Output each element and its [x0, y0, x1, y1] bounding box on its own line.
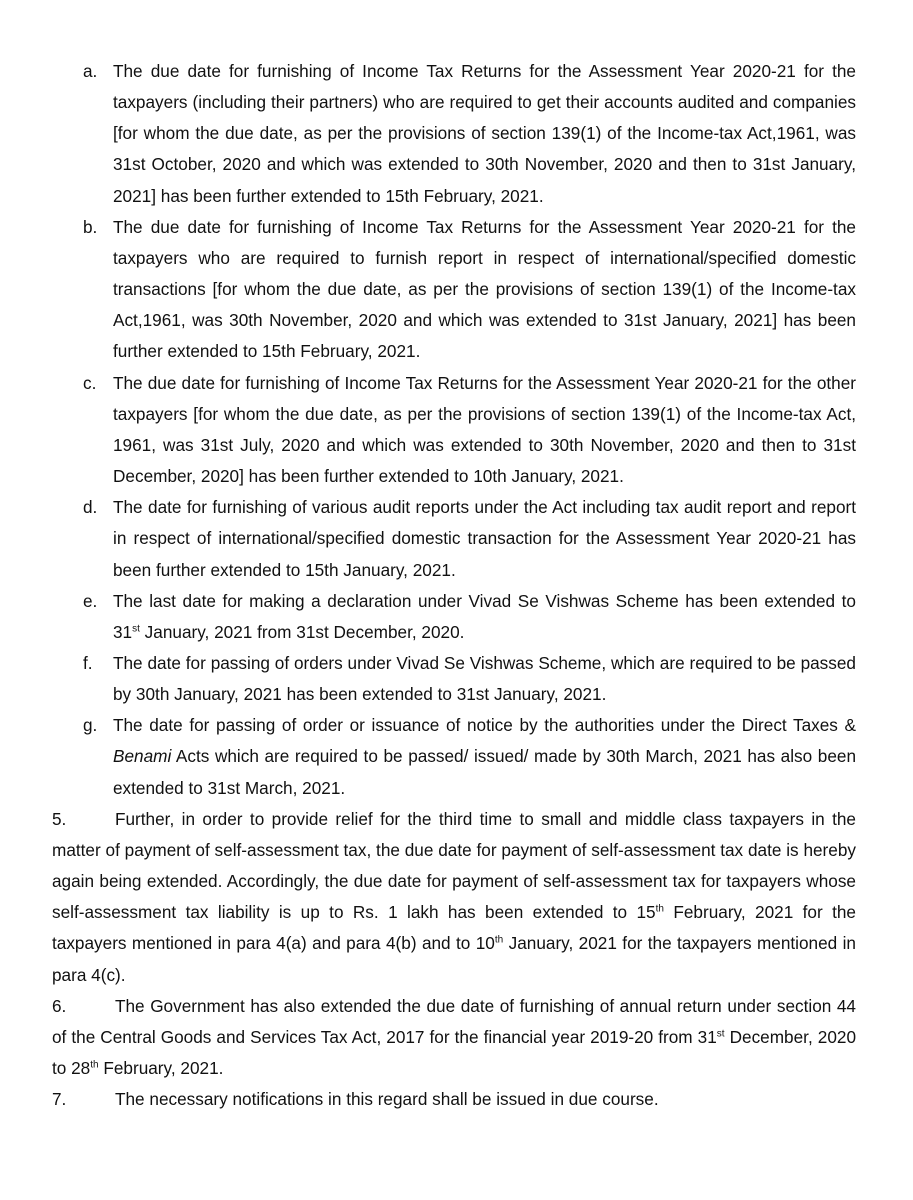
paragraph-text: The necessary notifications in this regard shall be issued in due course. — [115, 1089, 659, 1110]
list-item-text: January, 2021 from 31st December, 2020. — [139, 621, 465, 642]
list-item-text: The date for furnishing of various audit reports under the Act including tax audit report and report in respect of international/specified domestic transaction for the Assessment Year 2020-21 has been further extended to 15th January, 2021. — [113, 497, 856, 580]
ordinal-suffix: th — [655, 903, 664, 915]
list-item-label: d. — [83, 497, 98, 518]
list-item-text: The due date for furnishing of Income Tax Returns for the Assessment Year 2020-21 for the taxpayers who are required to furnish report in respect of international/specified domestic transactions [for whom the due date, as per the provisions of section 139(1) of the Income-tax Act,1961, was 30th November, 2020 and which was extended to 31st January, 2021] has been further extended to 15th February, 2021. — [113, 216, 856, 362]
list-item-a — [52, 56, 856, 212]
ordinal-suffix: st — [716, 1028, 725, 1040]
list-item-label: b. — [83, 216, 98, 237]
ordinal-suffix: st — [132, 623, 140, 635]
list-item-b — [52, 212, 856, 368]
list-item-text: The date for passing of orders under Vivad Se Vishwas Scheme, which are required to be passed by 30th January, 2021 has been extended to 31st January, 2021. — [113, 652, 856, 705]
list-item-label: e. — [83, 590, 98, 611]
list-item-text: The last date for making a declaration under Vivad Se Vishwas Scheme has been extended to 31 — [113, 590, 856, 642]
list-item-d — [52, 492, 856, 585]
list-item-label: a. — [83, 61, 98, 81]
list-item-e — [52, 586, 856, 648]
paragraph-text: The Government has also extended the due date of furnishing of annual return under section 44 of the Central Goods and Services Tax Act, 2017 for the financial year 2019-20 from 31 — [52, 995, 856, 1047]
list-item-text: The due date for furnishing of Income Tax Returns for the Assessment Year 2020-21 for the taxpayers (including their partners) who are required to get their accounts audited and companies [for whom the due date, as per the provisions of section 139(1) of the Income-tax Act,1961, was 31st October, 2020 and which was extended to 30th November, 2020 and then to 31st January, 2021] has been further extended to 15th February, 2021. — [113, 61, 856, 206]
list-item-text: Acts which are required to be passed/ issued/ made by 30th March, 2021 has also been extended to 31st March, 2021. — [113, 746, 856, 798]
paragraph-5 — [52, 804, 856, 991]
document-page — [52, 56, 856, 1115]
paragraph-text: Further, in order to provide relief for the third time to small and middle class taxpayers in the matter of payment of self-assessment tax, the due date for payment of self-assessment tax date is hereby again being extended. Accordingly, the due date for payment of self-assessment tax for taxpayers whose self-assessment tax liability is up to Rs. 1 lakh has been extended to 15 — [52, 808, 856, 923]
list-item-g — [52, 710, 856, 803]
list-item-text: The date for passing of order or issuance of notice by the authorities under the Direct Taxes & — [113, 715, 856, 736]
paragraph-7 — [52, 1084, 856, 1115]
paragraph-number: 5. — [52, 808, 67, 829]
paragraph-number: 7. — [52, 1089, 67, 1110]
list-item-label: f. — [83, 652, 93, 673]
italic-term: Benami — [113, 746, 172, 767]
ordinal-suffix: th — [494, 934, 504, 946]
paragraph-6 — [52, 991, 856, 1084]
paragraph-text: December, 2020 to 28 — [52, 1026, 857, 1078]
list-item-c — [52, 368, 856, 493]
list-item-f — [52, 648, 856, 710]
paragraph-number: 6. — [52, 995, 67, 1016]
list-item-label: c. — [83, 372, 97, 393]
paragraph-text: January, 2021 for the taxpayers mentioned in para 4(c). — [52, 933, 856, 985]
paragraph-text: February, 2021 for the taxpayers mentioned in para 4(a) and para 4(b) and to 10 — [52, 902, 856, 954]
list-item-label: g. — [83, 715, 98, 736]
paragraph-text: February, 2021. — [98, 1058, 224, 1078]
list-item-text: The due date for furnishing of Income Tax Returns for the Assessment Year 2020-21 for the other taxpayers [for whom the due date, as per the provisions of section 139(1) of the Income-tax Act, 1961, was 31st July, 2020 and which was extended to 30th November, 2020 and then to 31st December, 2020] has been further extended to 10th January, 2021. — [113, 372, 856, 487]
ordinal-suffix: th — [90, 1059, 99, 1071]
